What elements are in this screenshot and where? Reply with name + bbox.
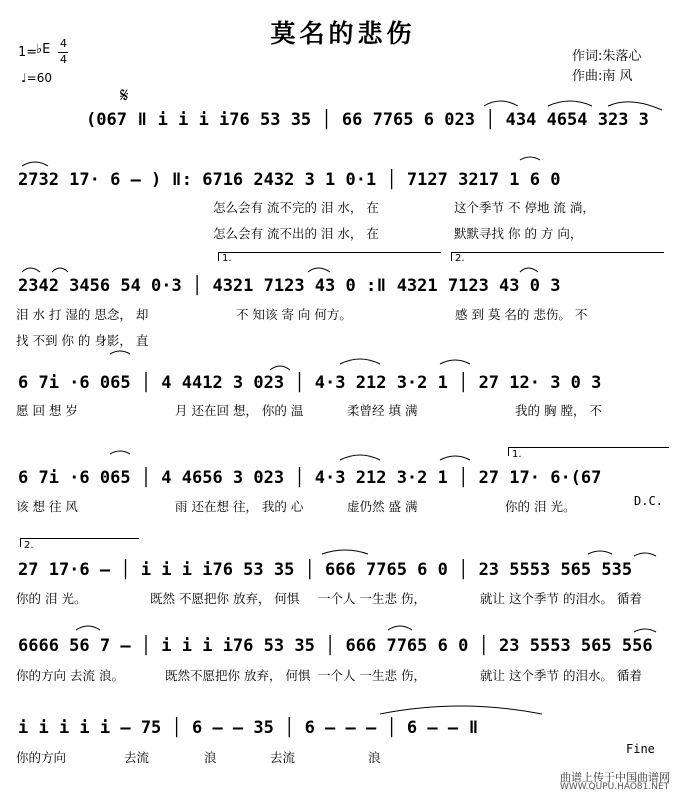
slur-row6-b: [588, 551, 612, 554]
volta-first-row5: 1.: [512, 449, 522, 460]
da-capo-marking: D.C.: [634, 494, 663, 508]
lyrics-row-2a-part2: 这个季节 不 停地 流 淌，: [454, 200, 595, 215]
lyrics-row-6-part1: 你的 泪 光。: [16, 591, 87, 606]
lyrics-row-5-part4: 你的 泪 光。: [505, 499, 576, 514]
lyrics-row-8-part3: 浪: [204, 750, 217, 765]
slur-row2-a: [22, 162, 48, 166]
notation-row-2: 2732 17· 6 – ) ǁ: 6716 2432 3 1 0·1 │ 7127 3217 1 6 0: [18, 170, 561, 190]
lyrics-row-7-part4: 就让 这个季节 的泪水。 循着: [480, 668, 642, 683]
slur-row1-a: [484, 101, 518, 106]
time-signature-top: 4: [60, 37, 67, 50]
slur-row3-a: [22, 268, 40, 272]
lyrics-row-3b: 找 不到 你 的 身影， 直: [16, 333, 149, 348]
lyrics-row-4-part3: 柔曾经 填 满: [347, 403, 418, 418]
tie-row8: [380, 706, 542, 714]
composer-credit: 作曲:南 风: [572, 69, 633, 84]
lyrics-row-7-part3: 一个人 一生悲 伤，: [318, 668, 426, 683]
lyrics-row-8-part4: 去流: [270, 750, 296, 765]
segno-sign: 𝄋: [120, 83, 129, 107]
slur-row1-b: [548, 101, 592, 106]
lyrics-row-4-part1: 愿 回 想 岁: [16, 403, 78, 418]
footer-site-url: WWW.QUPU.HAO81.NET: [560, 782, 670, 792]
fine-marking: Fine: [626, 742, 655, 756]
notation-row-1: (067 ǁ i i i i76 53 35 │ 66 7765 6 023 │ 434 4654 323 3: [86, 110, 649, 130]
slur-row4-f: [110, 351, 130, 354]
footer-site-name: 曲谱上传于中国曲谱网: [560, 771, 670, 784]
lyrics-row-8-part2: 去流: [124, 750, 150, 765]
slur-row4-e: [440, 456, 470, 460]
lyrics-row-2a-part1: 怎么会有 流不完的 泪 水， 在: [213, 200, 379, 215]
slur-row3-b: [52, 268, 68, 272]
slur-row3-c: [308, 268, 330, 272]
slur-row4-a: [270, 366, 290, 370]
lyrics-row-5-part2: 雨 还在想 往， 我的 心: [175, 499, 304, 514]
slur-row2-b: [520, 157, 540, 160]
lyrics-row-7-part2: 既然不愿把你 放弃， 何惧: [165, 668, 311, 683]
time-signature-bottom: 4: [60, 53, 67, 66]
lyricist-credit: 作词:朱落心: [572, 49, 642, 64]
slur-row7-c: [634, 629, 656, 632]
tempo-marking: ♩=60: [21, 71, 52, 85]
notation-row-7: 6666 56 7 – │ i i i i76 53 35 │ 666 7765 6 0 │ 23 5553 565 556: [18, 636, 653, 656]
lyrics-row-2b-part1: 怎么会有 流不出的 泪 水， 在: [213, 226, 379, 241]
lyrics-row-4-part4: 我的 胸 膛， 不: [515, 403, 602, 418]
slur-row6-a: [322, 550, 368, 554]
lyrics-row-3a-part2: 不 知该 寄 向 何方。: [236, 307, 352, 322]
slur-row1-c: [608, 102, 662, 110]
notation-row-5: 6 7i ·6 065 │ 4 4656 3 023 │ 4·3 212 3·2 1 │ 27 17· 6·(67: [18, 468, 602, 488]
slur-row4-d: [340, 455, 380, 460]
slur-row7-b: [388, 626, 412, 630]
slur-row3-d: [520, 268, 538, 272]
lyrics-row-6-part2: 既然 不愿把你 放弃， 何惧: [150, 591, 300, 606]
slur-row4-b: [340, 359, 380, 364]
notation-row-8: i i i i i – 75 │ 6 – – 35 │ 6 – – – │ 6 – – ǁ: [18, 718, 479, 738]
lyrics-row-8-part5: 浪: [368, 750, 381, 765]
volta-second-row3: 2.: [455, 253, 465, 264]
volta-second-row6: 2.: [24, 540, 34, 551]
lyrics-row-3a-part3: 感 到 莫 名的 悲伤。 不: [455, 307, 588, 322]
slur-row4-g: [110, 451, 130, 454]
lyrics-row-6-part4: 就让 这个季节 的泪水。 循着: [480, 591, 642, 606]
notation-row-4: 6 7i ·6 065 │ 4 4412 3 023 │ 4·3 212 3·2 1 │ 27 12· 3 0 3: [18, 373, 602, 393]
notation-row-3: 2342 3456 54 0·3 │ 4321 7123 43 0 :ǁ 4321 7123 43 0 3: [18, 276, 561, 296]
lyrics-row-7-part1: 你的方向 去流 浪。: [16, 668, 124, 683]
slur-row6-c: [634, 553, 656, 556]
key-tonic: 1=: [18, 45, 38, 60]
lyrics-row-6-part3: 一个人 一生悲 伤，: [318, 591, 426, 606]
song-title: 莫名的悲伤: [270, 19, 416, 48]
lyrics-row-8-part1: 你的方向: [16, 750, 67, 765]
lyrics-row-5-part3: 虚仍然 盛 满: [347, 499, 418, 514]
notation-row-6: 27 17·6 – │ i i i i76 53 35 │ 666 7765 6 0 │ 23 5553 565 535: [18, 560, 633, 580]
slur-row4-c: [440, 360, 470, 364]
lyrics-row-2b-part2: 默默寻找 你 的 方 向，: [454, 226, 583, 241]
lyrics-row-4-part2: 月 还在回 想， 你的 温: [175, 403, 304, 418]
slur-row7-a: [76, 626, 100, 630]
volta-first-row3: 1.: [222, 253, 232, 264]
key-name: ♭E: [36, 42, 51, 57]
lyrics-row-3a-part1: 泪 水 打 湿的 思念， 却: [16, 307, 149, 322]
lyrics-row-5-part1: 该 想 往 风: [16, 499, 78, 514]
